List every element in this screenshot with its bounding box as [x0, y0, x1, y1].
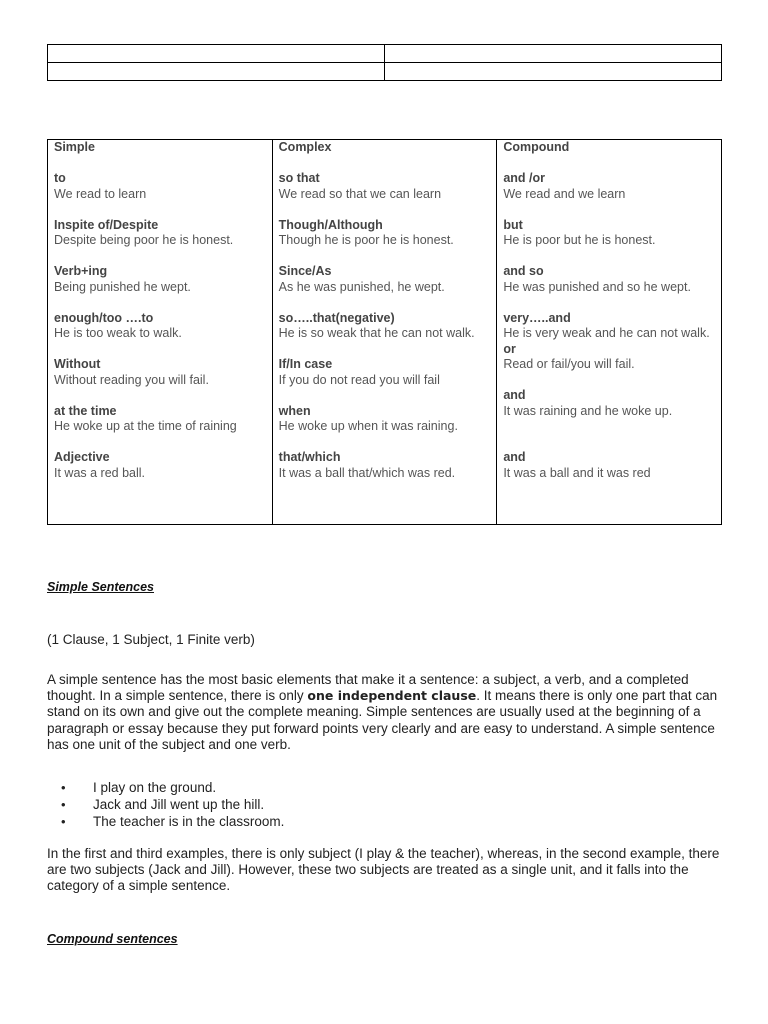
paragraph-text: A simple sentence has the most basic elements that make it a sentence: a subject, a verb, and a completed thought. In a simple sentence, there is only	[47, 672, 689, 704]
entry-example: Despite being poor he is honest.	[54, 233, 234, 247]
entry-example: He is so weak that he can not walk.	[278, 326, 475, 340]
entry-example: He is poor but he is honest.	[503, 233, 656, 247]
table-row	[48, 45, 722, 63]
simple-column	[48, 140, 273, 525]
entry-example: He is too weak to walk.	[54, 326, 182, 340]
table-row	[48, 140, 722, 525]
entry-label: Inspite of/Despite	[54, 217, 159, 232]
entry-example: He was punished and so he wept.	[503, 279, 691, 294]
entry-label: and	[503, 450, 526, 464]
entry-label: at the time	[54, 403, 117, 418]
table-cell	[48, 45, 385, 63]
entry-label: very…..and	[503, 310, 571, 325]
compound-column	[497, 140, 722, 525]
entry-label: so…..that(negative)	[278, 310, 395, 325]
entry-example: Being punished he wept.	[54, 279, 191, 294]
entry-label: and	[503, 388, 526, 402]
simple-sentences-paragraph	[47, 672, 727, 753]
entry-label: that/which	[278, 450, 341, 464]
entry-example: Without reading you will fail.	[54, 372, 209, 387]
entry-example: We read and we learn	[503, 186, 626, 201]
empty-header-table	[47, 44, 722, 81]
list-item: • I play on the ground.	[47, 779, 284, 796]
entry-label: and so	[503, 264, 544, 278]
entry-example: He is very weak and he can not walk.	[503, 326, 710, 340]
entry-label: Verb+ing	[54, 264, 108, 278]
entry-example: He woke up at the time of raining	[54, 419, 237, 433]
entry-label: so that	[278, 171, 320, 185]
entry-example: It was raining and he woke up.	[503, 403, 673, 418]
entry-label: and /or	[503, 171, 545, 185]
list-item: • Jack and Jill went up the hill.	[47, 796, 284, 813]
entry-label: Since/As	[278, 264, 332, 278]
entry-example: He woke up when it was raining.	[278, 419, 458, 433]
entry-label: or	[503, 341, 516, 356]
paragraph-text: . It means there is only one part that can stand on its own and give out the complete meaning. Simple sentences are usually used at the beginning of a paragraph or essay because they put forward points very clearly and are easy to understand. A simple sentence has one unit of the subject and one verb.	[47, 688, 718, 752]
entry-example: It was a red ball.	[54, 465, 146, 480]
entry-example: If you do not read you will fail	[278, 372, 440, 387]
entry-label: but	[503, 217, 523, 232]
complex-column	[272, 140, 497, 525]
entry-example: Though he is poor he is honest.	[278, 233, 454, 247]
column-header-compound: Compound	[503, 140, 570, 154]
entry-example: We read to learn	[54, 186, 147, 201]
examples-list	[47, 779, 284, 830]
column-header-simple: Simple	[54, 140, 95, 154]
simple-sentences-heading: Simple Sentences	[47, 580, 154, 594]
entry-example: It was a ball and it was red	[503, 465, 651, 480]
entry-label: when	[278, 403, 311, 418]
entry-label: Without	[54, 357, 101, 371]
compound-sentences-heading: Compound sentences	[47, 932, 178, 946]
entry-example: It was a ball that/which was red.	[278, 465, 456, 480]
entry-label: enough/too ….to	[54, 310, 154, 325]
entry-example: Read or fail/you will fail.	[503, 357, 635, 371]
simple-sentences-definition: (1 Clause, 1 Subject, 1 Finite verb)	[47, 632, 255, 647]
entry-example: As he was punished, he wept.	[278, 279, 445, 294]
entry-label: Though/Although	[278, 217, 383, 232]
table-cell	[385, 45, 722, 63]
simple-sentences-explanation: In the first and third examples, there is only subject (I play & the teacher), whereas, in the second example, there are two subjects (Jack and Jill). However, these two subjects are treated as a single unit, and it falls into the category of a simple sentence.	[47, 846, 720, 894]
sentence-types-table	[47, 139, 722, 525]
column-header-complex: Complex	[278, 140, 332, 154]
table-row	[48, 63, 722, 81]
entry-label: to	[54, 171, 66, 185]
table-cell	[48, 63, 385, 81]
entry-example: We read so that we can learn	[278, 186, 442, 201]
list-item: • The teacher is in the classroom.	[47, 813, 284, 830]
paragraph-emphasis: one independent clause	[307, 688, 477, 704]
table-cell	[385, 63, 722, 81]
entry-label: If/In case	[278, 357, 333, 371]
entry-label: Adjective	[54, 450, 110, 464]
